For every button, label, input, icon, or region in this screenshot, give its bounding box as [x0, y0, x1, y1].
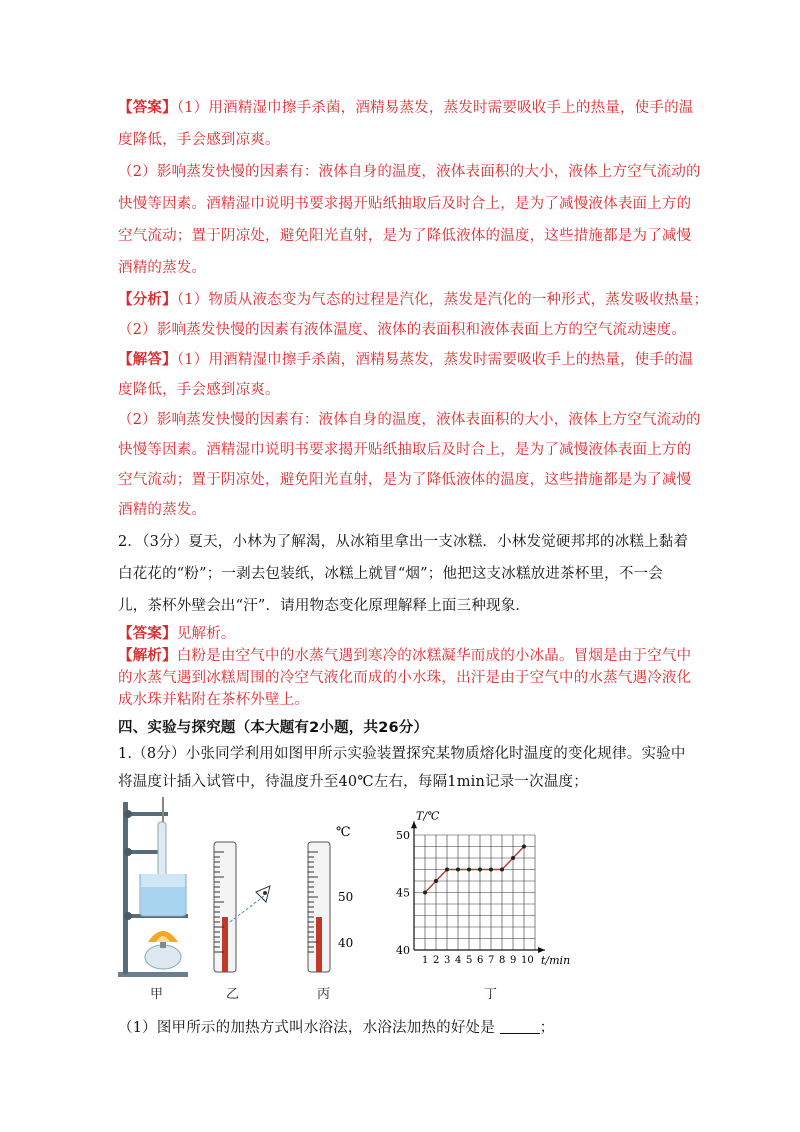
data-point [423, 891, 427, 895]
thermo-unit: ℃ [336, 825, 351, 840]
sub-question-1-end: ； [539, 1020, 555, 1036]
data-point [489, 868, 493, 872]
sub-question-1-text: （1）图甲所示的加热方式叫水浴法，水浴法加热的好处是 [118, 1020, 495, 1036]
x-tick-label: 10 [521, 955, 534, 966]
q2-analysis-line-3: 成水珠并粘附在茶杯外壁上。 [118, 692, 310, 708]
caption-ding: 丁 [484, 987, 498, 1002]
y-axis-arrow [411, 821, 417, 828]
answer-line-5: 空气流动；置于阴凉处，避免阳光直射，是为了降低液体的温度，这些措施都是为了减慢 [118, 228, 692, 244]
q2-line-1: 2．（3分）夏天，小林为了解渴，从冰箱里拿出一支冰糕．小林发觉硬邦邦的冰糕上黏着 [118, 534, 689, 550]
solution-text: （1）用酒精湿巾擦手杀菌，酒精易蒸发，蒸发时需要吸收手上的热量，使手的温 [176, 352, 694, 368]
q2-analysis-line-1 [118, 644, 691, 665]
q2-analysis-label: 【解析】 [118, 647, 177, 664]
solution-line-2: 度降低，手会感到凉爽。 [118, 382, 280, 398]
thermometer-bing [308, 825, 353, 972]
x-tick-label: 8 [499, 955, 506, 966]
thermo-tick-40: 40 [338, 936, 354, 950]
figure-svg [118, 792, 588, 982]
q2-answer-label: 【答案】 [118, 625, 177, 642]
section-title: 四、实验与探究题（本大题有2小题，共26分） [118, 720, 429, 736]
analysis-label: 【分析】 [118, 291, 177, 308]
solution-line-5: 空气流动；置于阴凉处，避免阳光直射，是为了降低液体的温度，这些措施都是为了减慢 [118, 472, 692, 488]
answer-blank[interactable] [500, 1019, 540, 1034]
q2-line-2: 白花花的“粉”；一剥去包装纸，冰糕上就冒“烟”；他把这支冰糕放进茶杯里，不一会 [118, 566, 663, 582]
y-tick-label: 50 [396, 829, 410, 842]
section4-q1-line-2: 将温度计插入试管中，待温度升至40℃左右，每隔1min记录一次温度； [118, 774, 588, 790]
x-tick-label: 7 [488, 955, 495, 966]
q2-answer [118, 622, 236, 643]
q2-line-3: 儿，茶杯外壁会出“汗”．请用物态变化原理解释上面三种现象． [118, 598, 531, 614]
solution-label: 【解答】 [118, 351, 177, 368]
caption-jia: 甲 [150, 987, 164, 1002]
x-tick-label: 4 [455, 955, 462, 966]
x-tick-label: 1 [422, 955, 429, 966]
answer-line-1 [118, 96, 694, 117]
data-point [467, 868, 471, 872]
answer-label: 【答案】 [118, 99, 177, 116]
analysis-line-1 [118, 288, 708, 309]
data-point [500, 868, 504, 872]
x-tick-label: 5 [466, 955, 473, 966]
experiment-figure [118, 792, 588, 1002]
thermo-tick-50: 50 [338, 890, 354, 904]
apparatus-illustration [118, 797, 188, 977]
answer-line-6: 酒精的蒸发。 [118, 260, 207, 276]
q2-answer-text: 见解析。 [176, 626, 236, 642]
y-tick-label: 40 [396, 944, 410, 957]
caption-bing: 丙 [317, 987, 331, 1002]
x-tick-label: 9 [510, 955, 517, 966]
x-axis-label: t/min [541, 954, 571, 967]
data-point [511, 856, 515, 860]
caption-yi: 乙 [226, 987, 240, 1002]
x-tick-label: 3 [444, 955, 451, 966]
x-tick-label: 2 [433, 955, 440, 966]
answer-text: （1）用酒精湿巾擦手杀菌，酒精易蒸发，蒸发时需要吸收手上的热量，使手的温 [176, 100, 694, 116]
analysis-text: （1）物质从液态变为气态的过程是汽化，蒸发是汽化的一种形式，蒸发吸收热量； [176, 292, 709, 308]
eye-icon [256, 886, 270, 902]
answer-line-4: 快慢等因素。酒精湿巾说明书要求揭开贴纸抽取后及时合上，是为了减慢液体表面上方的 [118, 196, 692, 212]
y-axis-label: T/℃ [416, 809, 440, 823]
data-point [478, 868, 482, 872]
data-point [434, 879, 438, 883]
thermometer-yi [214, 842, 270, 972]
q2-analysis-text: 白粉是由空气中的水蒸气遇到寒冷的冰糕凝华而成的小冰晶。冒烟是由于空气中 [176, 648, 692, 664]
solution-line-6: 酒精的蒸发。 [118, 502, 207, 518]
temperature-time-chart [396, 809, 570, 967]
solution-line-3: （2）影响蒸发快慢的因素有：液体自身的温度，液体表面积的大小，液体上方空气流动的 [118, 412, 701, 428]
y-tick-label: 45 [396, 886, 410, 900]
x-axis-arrow [538, 947, 545, 953]
data-point [522, 845, 526, 849]
answer-line-2: 度降低，手会感到凉爽。 [118, 132, 280, 148]
x-tick-label: 6 [477, 955, 484, 966]
analysis-line-2: （2）影响蒸发快慢的因素有液体温度、液体的表面积和液体表面上方的空气流动速度。 [118, 322, 687, 338]
answer-line-3: （2）影响蒸发快慢的因素有：液体自身的温度，液体表面积的大小，液体上方空气流动的 [118, 164, 701, 180]
data-point [445, 868, 449, 872]
section4-q1-line-1: 1.（8分）小张同学利用如图甲所示实验装置探究某物质熔化时温度的变化规律。实验中 [118, 746, 686, 762]
solution-line-4: 快慢等因素。酒精湿巾说明书要求揭开贴纸抽取后及时合上，是为了减慢液体表面上方的 [118, 442, 692, 458]
data-point [456, 868, 460, 872]
q2-analysis-line-2: 的水蒸气遇到冰糕周围的冷空气液化而成的小水珠，出汗是由于空气中的水蒸气遇冷液化 [118, 670, 692, 686]
solution-line-1 [118, 348, 694, 369]
sub-question-1 [118, 1016, 554, 1037]
